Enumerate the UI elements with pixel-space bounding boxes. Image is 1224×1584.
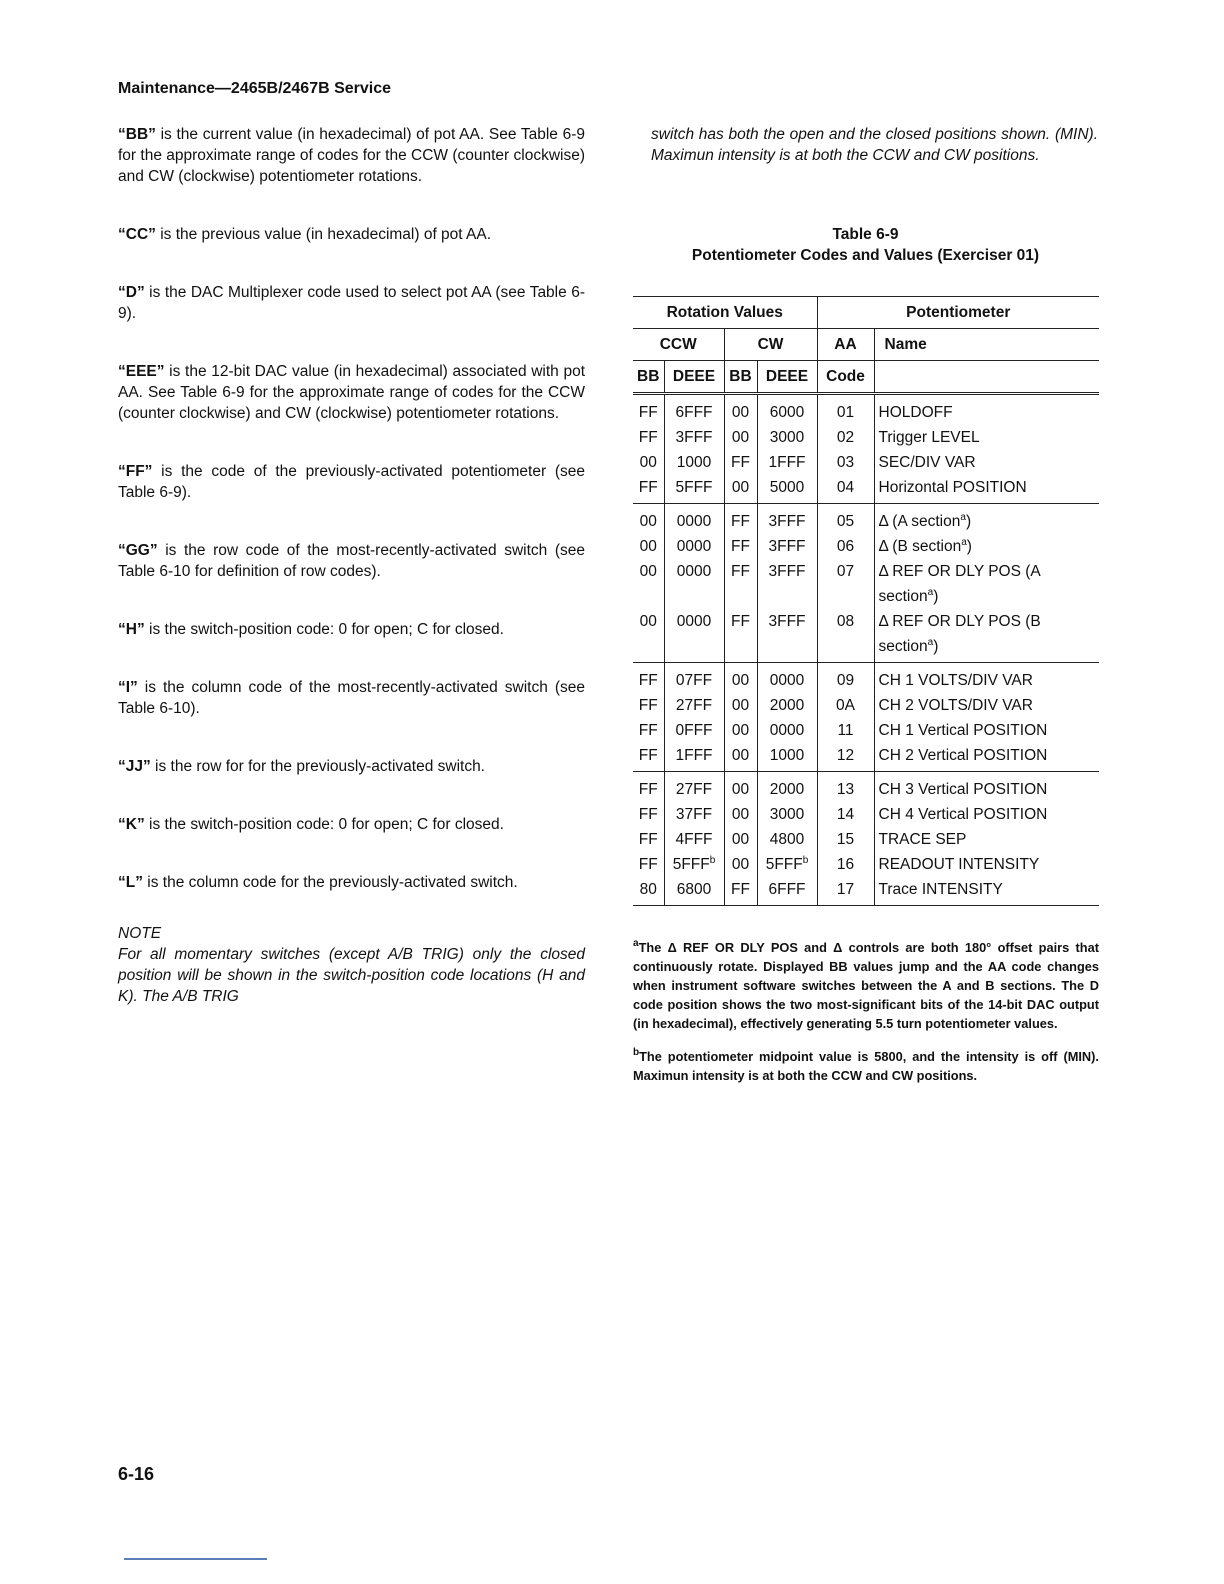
cell-text: 13 xyxy=(836,781,855,798)
potentiometer-name-cell xyxy=(874,394,1099,426)
note-continuation: switch has both the open and the closed positions shown. (MIN). Maximun intensity is at both the CCW and CW positions. xyxy=(651,126,1098,164)
definition-text: is the 12-bit DAC value (in hexadecimal) associated with pot AA. See Table 6-9 for the approximate range of codes for the CCW (counter clockwise) and CW (clockwise) potentiometer rotations. xyxy=(118,363,585,422)
cell-text: 4FFF xyxy=(675,831,713,848)
potentiometer-codes-table xyxy=(633,296,1099,906)
cell-text: 00 xyxy=(731,672,750,689)
cw-deee-cell xyxy=(757,504,817,535)
cw-deee-cell xyxy=(757,743,817,772)
cw-bb-cell xyxy=(724,743,757,772)
footnote-text: The potentiometer midpoint value is 5800, and the intensity is off (MIN). Maximun intensity is at both the CCW and CW positions. xyxy=(633,1049,1099,1083)
potentiometer-name-cell xyxy=(874,534,1099,559)
footnote-mark: b xyxy=(633,1047,640,1058)
cell-text: FF xyxy=(638,429,658,446)
cell-text: FF xyxy=(638,672,658,689)
cw-bb-cell xyxy=(724,475,757,504)
footnote-mark: a xyxy=(961,537,967,548)
aa-code-cell xyxy=(817,609,874,663)
cw-bb-cell xyxy=(724,450,757,475)
footnote-mark: b xyxy=(709,855,716,866)
definition-text: is the row for for the previously-activated switch. xyxy=(150,758,485,775)
definition-jj xyxy=(118,756,585,777)
deee-header: DEEE xyxy=(757,361,817,394)
cw-deee-cell xyxy=(757,609,817,663)
cw-deee-cell xyxy=(757,475,817,504)
rotation-values-header: Rotation Values xyxy=(633,297,817,329)
term: “GG” xyxy=(118,542,158,559)
ccw-bb-cell xyxy=(633,425,664,450)
cw-bb-cell xyxy=(724,663,757,694)
ccw-deee-cell xyxy=(664,425,724,450)
cell-text: 0000 xyxy=(769,722,805,739)
cw-header: CW xyxy=(724,329,817,361)
table-group-header-row xyxy=(633,297,1099,329)
definition-text: is the switch-position code: 0 for open; C for closed. xyxy=(144,816,504,833)
ccw-bb-cell xyxy=(633,802,664,827)
ccw-deee-cell xyxy=(664,772,724,803)
ccw-deee-cell xyxy=(664,802,724,827)
blank-header xyxy=(874,361,1099,394)
cell-text: 09 xyxy=(836,672,855,689)
potentiometer-name-cell xyxy=(874,693,1099,718)
bb-header: BB xyxy=(633,361,664,394)
definition-i xyxy=(118,677,585,719)
aa-header: AA xyxy=(817,329,874,361)
table-row xyxy=(633,693,1099,718)
cell-text: 5000 xyxy=(769,479,805,496)
cell-text: 00 xyxy=(731,697,750,714)
definition-h xyxy=(118,619,585,640)
footnote-mark: a xyxy=(927,587,934,598)
cell-text-suffix: ) xyxy=(933,638,939,655)
table-row xyxy=(633,425,1099,450)
cell-text: 1000 xyxy=(676,454,712,471)
potentiometer-name-cell xyxy=(874,772,1099,803)
aa-code-cell xyxy=(817,504,874,535)
table-row xyxy=(633,475,1099,504)
cw-bb-cell xyxy=(724,802,757,827)
cell-text: 00 xyxy=(731,747,750,764)
potentiometer-name-cell xyxy=(874,718,1099,743)
potentiometer-name-cell xyxy=(874,827,1099,852)
cell-text: TRACE SEP xyxy=(878,831,967,848)
footnote-text: The Δ REF OR DLY POS and Δ controls are both 180° offset pairs that continuously rotate. Displayed BB values jump and the AA code changes when instrument software switches between the A and B sections. The D code position shows the two most-significant bits of the 14-bit DAC output (in hexadecimal), effectively generating 5.5 turn potentiometer values. xyxy=(633,940,1099,1031)
ccw-deee-cell xyxy=(664,718,724,743)
cell-text: CH 1 VOLTS/DIV VAR xyxy=(878,672,1033,689)
cell-text: 3000 xyxy=(769,429,805,446)
footnote-mark: a xyxy=(960,512,966,523)
cell-text: 6FFF xyxy=(768,881,806,898)
cell-text: 6FFF xyxy=(675,404,713,421)
cell-text: 5FFF xyxy=(675,479,713,496)
table-row xyxy=(633,718,1099,743)
ccw-deee-cell xyxy=(664,693,724,718)
cell-text: 02 xyxy=(836,429,855,446)
term: “D” xyxy=(118,284,145,301)
aa-code-cell xyxy=(817,827,874,852)
cell-text: FF xyxy=(638,781,658,798)
definition-l xyxy=(118,872,585,893)
table-title: Potentiometer Codes and Values (Exerciser 01) xyxy=(691,247,1040,264)
cell-text: FF xyxy=(638,856,658,873)
potentiometer-name-cell xyxy=(874,559,1099,609)
ccw-deee-cell xyxy=(664,559,724,609)
footnote-mark: a xyxy=(633,938,639,949)
cw-bb-cell xyxy=(724,504,757,535)
definition-text: is the switch-position code: 0 for open; C for closed. xyxy=(144,621,504,638)
aa-code-cell xyxy=(817,852,874,877)
cell-text: FF xyxy=(638,831,658,848)
term: “L” xyxy=(118,874,143,891)
cw-deee-cell xyxy=(757,559,817,609)
code-header: Code xyxy=(817,361,874,394)
cell-text: SEC/DIV VAR xyxy=(878,454,976,471)
cell-text: 80 xyxy=(639,881,657,898)
ccw-bb-cell xyxy=(633,693,664,718)
potentiometer-name-cell xyxy=(874,609,1099,663)
aa-code-cell xyxy=(817,559,874,609)
cw-bb-cell xyxy=(724,394,757,426)
ccw-deee-cell xyxy=(664,827,724,852)
cell-text: 15 xyxy=(836,831,855,848)
aa-code-cell xyxy=(817,693,874,718)
cw-bb-cell xyxy=(724,827,757,852)
cell-text: 00 xyxy=(731,722,750,739)
definition-text: is the code of the previously-activated potentiometer (see Table 6-9). xyxy=(118,463,585,501)
cw-bb-cell xyxy=(724,425,757,450)
cell-text-suffix: ) xyxy=(933,588,939,605)
term: “K” xyxy=(118,816,145,833)
cell-text: 00 xyxy=(731,781,750,798)
cell-text: 0000 xyxy=(676,563,712,580)
cell-text-suffix: ) xyxy=(965,513,972,530)
aa-code-cell xyxy=(817,718,874,743)
table-row xyxy=(633,504,1099,535)
definition-text: is the column code of the most-recently-activated switch (see Table 6-10). xyxy=(118,679,585,717)
table-body xyxy=(633,394,1099,906)
aa-code-cell xyxy=(817,802,874,827)
potentiometer-name-cell xyxy=(874,663,1099,694)
aa-code-cell xyxy=(817,475,874,504)
ccw-bb-cell xyxy=(633,475,664,504)
table-row xyxy=(633,743,1099,772)
cw-bb-cell xyxy=(724,693,757,718)
table-caption xyxy=(633,224,1098,266)
cw-deee-cell xyxy=(757,663,817,694)
cell-text: 00 xyxy=(639,563,657,580)
table-row xyxy=(633,772,1099,803)
definition-text: is the column code for the previously-activated switch. xyxy=(142,874,518,891)
cell-text: 5FFF xyxy=(672,856,710,873)
cell-text: 1FFF xyxy=(675,747,713,764)
cw-bb-cell xyxy=(724,534,757,559)
potentiometer-name-cell xyxy=(874,450,1099,475)
ccw-bb-cell xyxy=(633,718,664,743)
cw-deee-cell xyxy=(757,534,817,559)
aa-code-cell xyxy=(817,877,874,906)
cell-text: 00 xyxy=(731,404,750,421)
ccw-bb-cell xyxy=(633,852,664,877)
cell-text: Horizontal POSITION xyxy=(878,479,1027,496)
potentiometer-name-cell xyxy=(874,852,1099,877)
cell-text: 06 xyxy=(836,538,855,555)
definition-ff xyxy=(118,461,585,503)
cw-bb-cell xyxy=(724,559,757,609)
cell-text: Trigger LEVEL xyxy=(878,429,980,446)
ccw-deee-cell xyxy=(664,663,724,694)
potentiometer-name-cell xyxy=(874,743,1099,772)
cell-text: 6800 xyxy=(676,881,712,898)
cell-text: 3FFF xyxy=(768,538,806,555)
definition-bb xyxy=(118,124,585,187)
footnote-mark: b xyxy=(802,855,809,866)
cell-text: FF xyxy=(638,479,658,496)
cell-text: READOUT INTENSITY xyxy=(878,856,1040,873)
ccw-deee-cell xyxy=(664,609,724,663)
cell-text: FF xyxy=(638,697,658,714)
ccw-deee-cell xyxy=(664,450,724,475)
deee-header: DEEE xyxy=(664,361,724,394)
cw-deee-cell xyxy=(757,852,817,877)
table-subheader-row xyxy=(633,329,1099,361)
aa-code-cell xyxy=(817,772,874,803)
cell-text: 0000 xyxy=(676,513,712,530)
table-row xyxy=(633,394,1099,426)
cw-bb-cell xyxy=(724,877,757,906)
cell-text: 00 xyxy=(639,613,657,630)
potentiometer-name-cell xyxy=(874,425,1099,450)
table-row xyxy=(633,534,1099,559)
cell-text: FF xyxy=(638,404,658,421)
cell-text: 3FFF xyxy=(768,563,806,580)
term: “JJ” xyxy=(118,758,151,775)
cell-text: 00 xyxy=(731,856,750,873)
cell-text: Trace INTENSITY xyxy=(878,881,1003,898)
term: “H” xyxy=(118,621,145,638)
table-column-header-row xyxy=(633,361,1099,394)
ccw-bb-cell xyxy=(633,663,664,694)
aa-code-cell xyxy=(817,450,874,475)
ccw-bb-cell xyxy=(633,609,664,663)
cell-text: 2000 xyxy=(769,697,805,714)
cell-text: 1FFF xyxy=(768,454,806,471)
cell-text: 17 xyxy=(836,881,855,898)
cw-deee-cell xyxy=(757,877,817,906)
cell-text: Δ (A section xyxy=(878,513,961,530)
cell-text: 00 xyxy=(731,479,750,496)
note-title: NOTE xyxy=(118,925,162,942)
definition-cc xyxy=(118,224,585,245)
cw-deee-cell xyxy=(757,693,817,718)
left-column xyxy=(118,124,585,1007)
potentiometer-name-cell xyxy=(874,475,1099,504)
table-row xyxy=(633,877,1099,906)
potentiometer-name-cell xyxy=(874,877,1099,906)
ccw-bb-cell xyxy=(633,534,664,559)
cw-deee-cell xyxy=(757,802,817,827)
page-number: 6-16 xyxy=(118,1464,155,1484)
definition-text: is the DAC Multiplexer code used to select pot AA (see Table 6-9). xyxy=(118,284,585,322)
cell-text: 01 xyxy=(836,404,855,421)
ccw-bb-cell xyxy=(633,877,664,906)
ccw-bb-cell xyxy=(633,743,664,772)
cell-text: 11 xyxy=(837,722,854,739)
cell-text: CH 3 Vertical POSITION xyxy=(878,781,1048,798)
cell-text: 27FF xyxy=(675,697,713,714)
ccw-bb-cell xyxy=(633,772,664,803)
ccw-bb-cell xyxy=(633,450,664,475)
cell-text: 00 xyxy=(639,538,657,555)
cell-text: FF xyxy=(731,563,750,580)
term: “I” xyxy=(118,679,138,696)
cell-text: Δ (B section xyxy=(878,538,962,555)
ccw-deee-cell xyxy=(664,394,724,426)
footnote-mark: a xyxy=(927,637,934,648)
table-row xyxy=(633,852,1099,877)
cell-text: 04 xyxy=(836,479,855,496)
definition-text: is the current value (in hexadecimal) of pot AA. See Table 6-9 for the approximate range of codes for the CCW (counter clockwise) and CW (clockwise) potentiometer rotations. xyxy=(118,126,585,185)
ccw-bb-cell xyxy=(633,559,664,609)
cell-text: 3000 xyxy=(769,806,805,823)
cell-text: 00 xyxy=(731,429,750,446)
ccw-header: CCW xyxy=(633,329,724,361)
ccw-deee-cell xyxy=(664,852,724,877)
definition-k xyxy=(118,814,585,835)
name-header: Name xyxy=(874,329,1099,361)
definition-text: is the previous value (in hexadecimal) of pot AA. xyxy=(155,226,492,243)
cell-text: FF xyxy=(731,454,750,471)
cell-text: 00 xyxy=(639,454,657,471)
cw-bb-cell xyxy=(724,609,757,663)
cell-text: 6000 xyxy=(769,404,805,421)
cell-text: FF xyxy=(638,747,658,764)
term: “FF” xyxy=(118,463,153,480)
cw-deee-cell xyxy=(757,772,817,803)
ccw-deee-cell xyxy=(664,475,724,504)
cell-text: 03 xyxy=(836,454,855,471)
cell-text: 2000 xyxy=(769,781,805,798)
aa-code-cell xyxy=(817,394,874,426)
term: “EEE” xyxy=(118,363,165,380)
cw-deee-cell xyxy=(757,718,817,743)
ccw-bb-cell xyxy=(633,394,664,426)
ccw-deee-cell xyxy=(664,877,724,906)
cell-text: 3FFF xyxy=(768,613,806,630)
cell-text: Δ REF OR DLY POS (B section xyxy=(878,613,1041,655)
cell-text: 0A xyxy=(836,697,855,714)
cell-text: 07 xyxy=(836,563,855,580)
cell-text: 37FF xyxy=(675,806,713,823)
potentiometer-name-cell xyxy=(874,504,1099,535)
cell-text: 14 xyxy=(836,806,855,823)
footnote-b xyxy=(633,1047,1099,1085)
cw-deee-cell xyxy=(757,827,817,852)
cell-text: 12 xyxy=(836,747,855,764)
cell-text: CH 4 Vertical POSITION xyxy=(878,806,1048,823)
cell-text: 5FFF xyxy=(765,856,803,873)
bb-header: BB xyxy=(724,361,757,394)
aa-code-cell xyxy=(817,743,874,772)
cell-text: CH 1 Vertical POSITION xyxy=(878,722,1048,739)
cell-text: 00 xyxy=(731,831,750,848)
running-header: Maintenance—2465B/2467B Service xyxy=(118,80,392,97)
aa-code-cell xyxy=(817,663,874,694)
definition-text: is the row code of the most-recently-activated switch (see Table 6-10 for definition of row codes). xyxy=(118,542,585,580)
cell-text-suffix: ) xyxy=(966,538,972,555)
table-number: Table 6-9 xyxy=(832,226,899,243)
cell-text: 3FFF xyxy=(768,513,806,530)
cell-text: 07FF xyxy=(675,672,713,689)
term: “BB” xyxy=(118,126,156,143)
cell-text: 0FFF xyxy=(675,722,713,739)
cell-text: 0000 xyxy=(676,613,712,630)
cell-text: 00 xyxy=(639,513,657,530)
bottom-rule xyxy=(124,1558,267,1560)
table-row xyxy=(633,802,1099,827)
note-body: For all momentary switches (except A/B TRIG) only the closed position will be shown in the switch-position code locations (H and K). The A/B TRIG xyxy=(118,946,585,1005)
table-footnotes xyxy=(633,938,1099,1099)
cell-text: 1000 xyxy=(769,747,805,764)
cell-text: FF xyxy=(731,613,750,630)
cw-deee-cell xyxy=(757,450,817,475)
cell-text: FF xyxy=(638,806,658,823)
potentiometer-name-cell xyxy=(874,802,1099,827)
cell-text: 4800 xyxy=(769,831,805,848)
ccw-bb-cell xyxy=(633,504,664,535)
cell-text: 3FFF xyxy=(675,429,713,446)
aa-code-cell xyxy=(817,425,874,450)
cell-text: CH 2 Vertical POSITION xyxy=(878,747,1048,764)
cell-text: FF xyxy=(731,881,750,898)
definition-eee xyxy=(118,361,585,424)
cell-text: HOLDOFF xyxy=(878,404,953,421)
right-column xyxy=(633,124,1098,166)
cell-text: 08 xyxy=(836,613,855,630)
potentiometer-header: Potentiometer xyxy=(817,297,1099,329)
cw-bb-cell xyxy=(724,852,757,877)
cell-text: 27FF xyxy=(675,781,713,798)
cw-bb-cell xyxy=(724,772,757,803)
definition-d xyxy=(118,282,585,324)
cell-text: 16 xyxy=(836,856,855,873)
definition-gg xyxy=(118,540,585,582)
table-row xyxy=(633,663,1099,694)
cell-text: 05 xyxy=(836,513,855,530)
table-row xyxy=(633,609,1099,663)
term: “CC” xyxy=(118,226,156,243)
footnote-a xyxy=(633,938,1099,1033)
ccw-deee-cell xyxy=(664,743,724,772)
cell-text: Δ REF OR DLY POS (A section xyxy=(878,563,1040,605)
cell-text: 00 xyxy=(731,806,750,823)
cell-text: CH 2 VOLTS/DIV VAR xyxy=(878,697,1033,714)
cw-deee-cell xyxy=(757,394,817,426)
ccw-bb-cell xyxy=(633,827,664,852)
cell-text: FF xyxy=(731,538,750,555)
cell-text: 0000 xyxy=(676,538,712,555)
ccw-deee-cell xyxy=(664,504,724,535)
table-row xyxy=(633,559,1099,609)
cell-text: FF xyxy=(731,513,750,530)
cw-bb-cell xyxy=(724,718,757,743)
aa-code-cell xyxy=(817,534,874,559)
table-row xyxy=(633,827,1099,852)
table-row xyxy=(633,450,1099,475)
cw-deee-cell xyxy=(757,425,817,450)
cell-text: 0000 xyxy=(769,672,805,689)
ccw-deee-cell xyxy=(664,534,724,559)
cell-text: FF xyxy=(638,722,658,739)
